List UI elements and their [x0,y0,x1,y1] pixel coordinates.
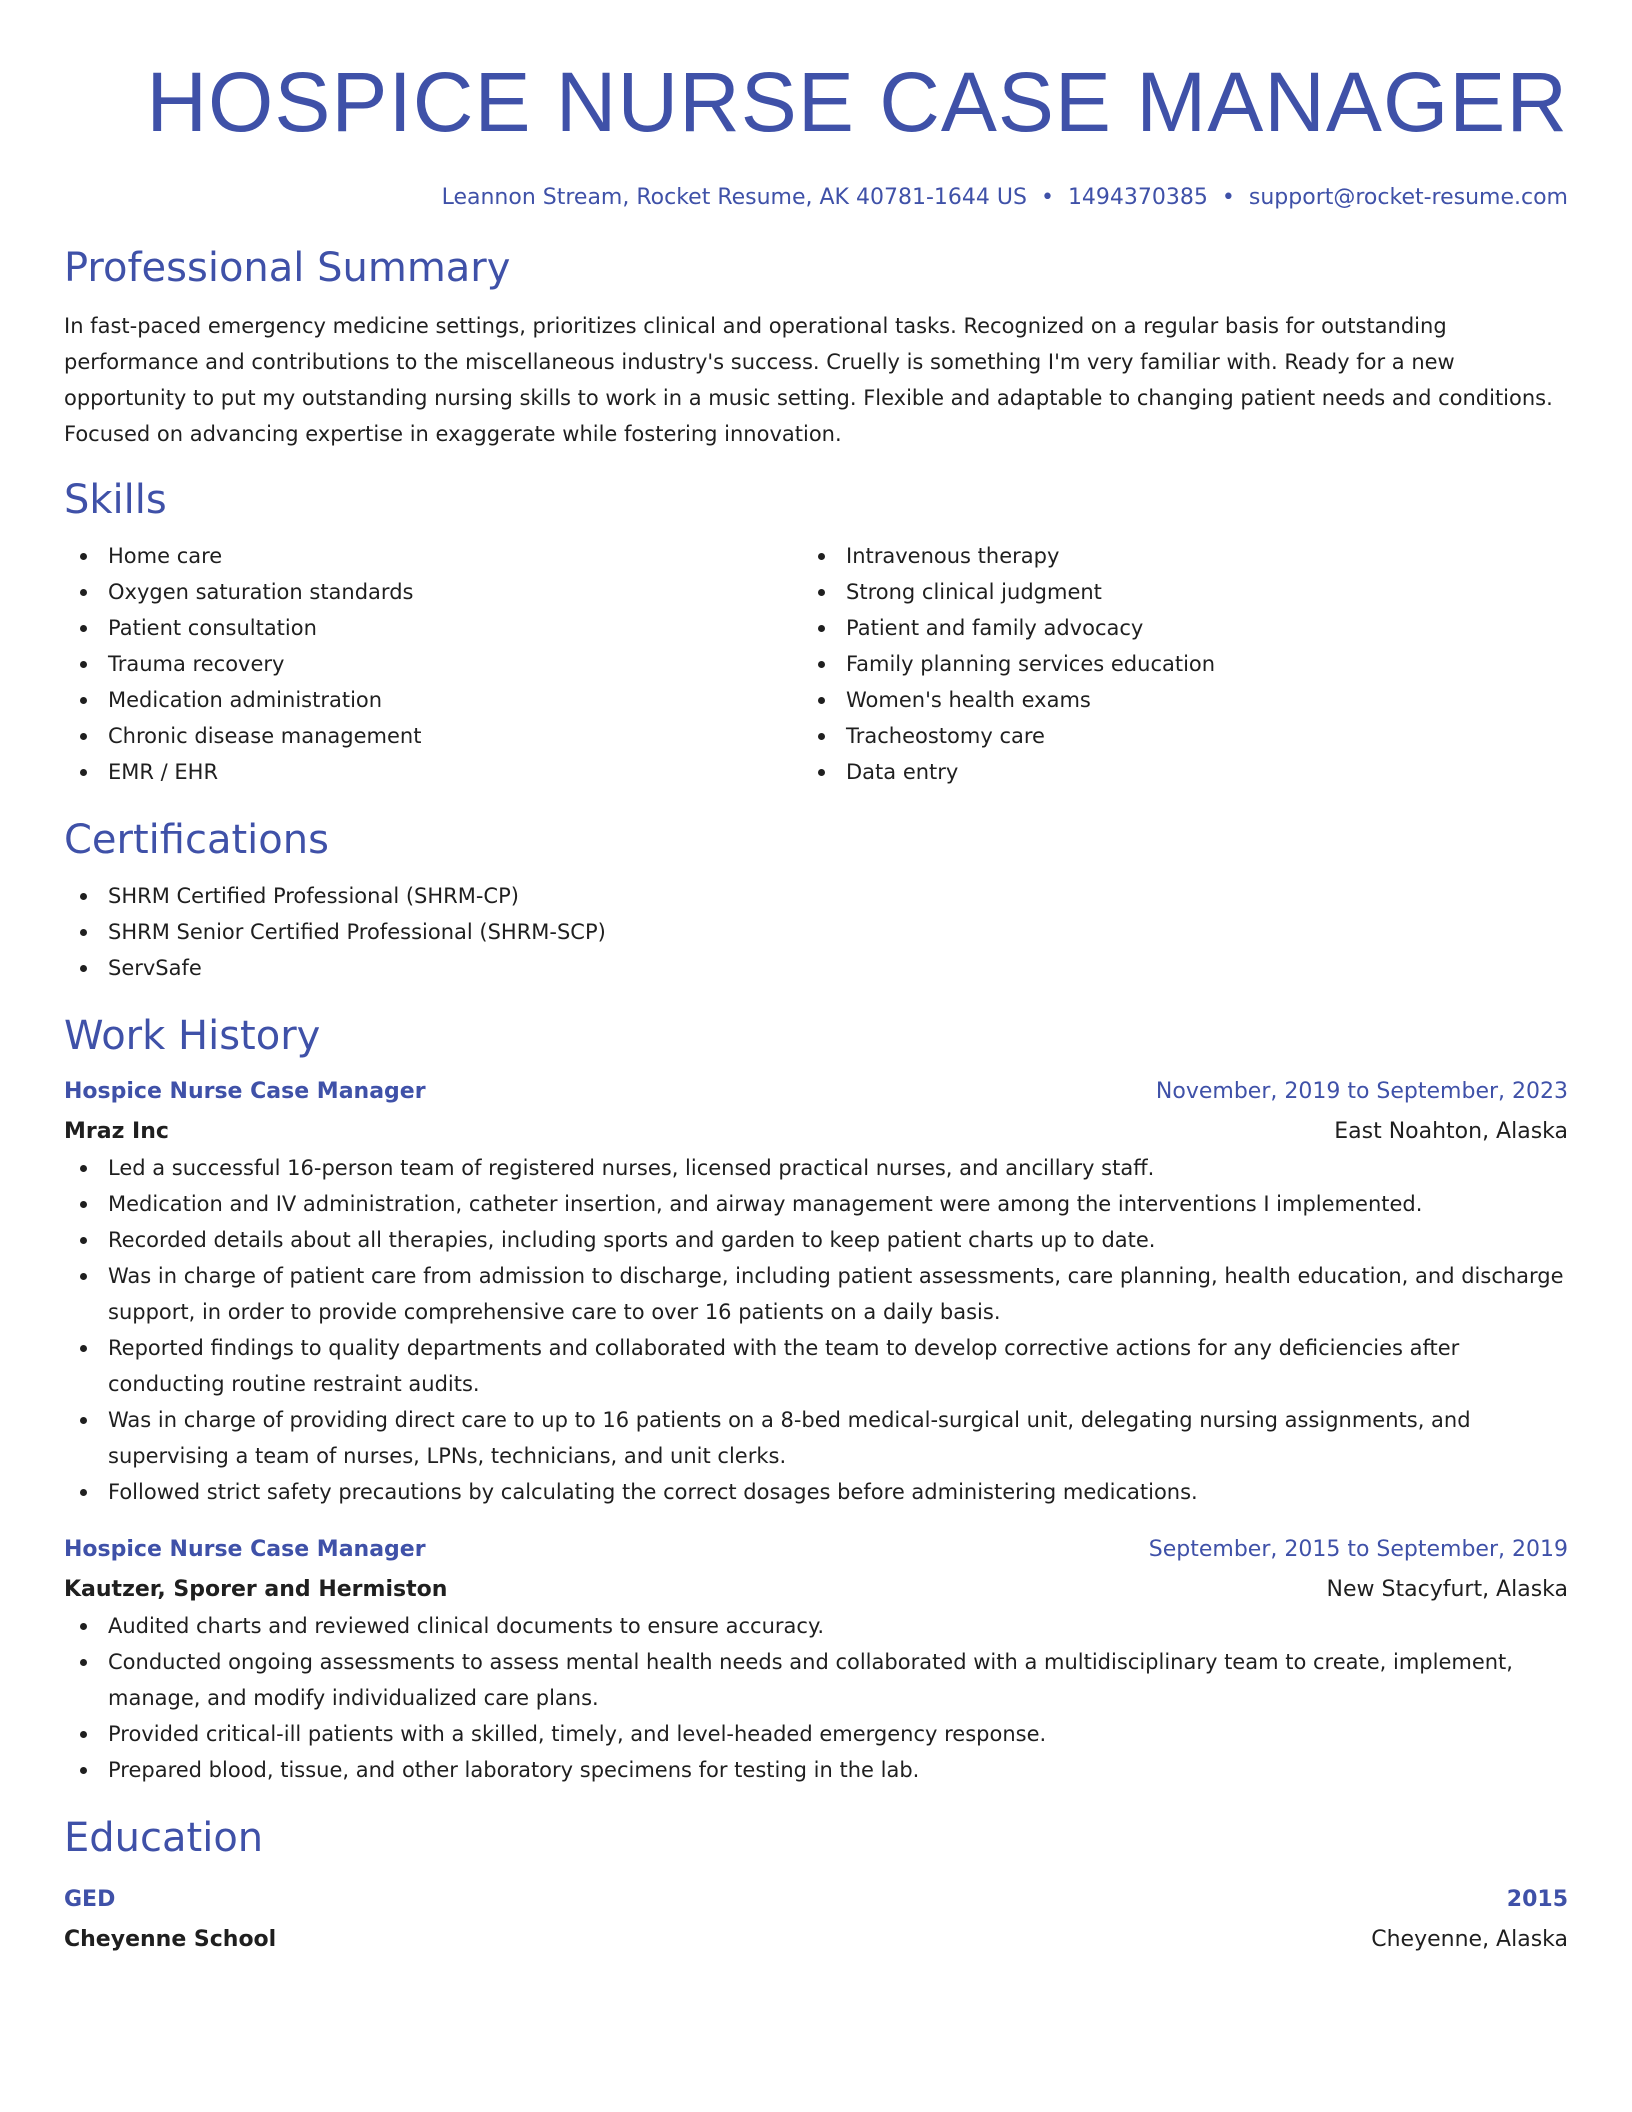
job-dates: November, 2019 to September, 2023 [1155,1079,1568,1104]
skills-list [64,538,1568,790]
job-dates: September, 2015 to September, 2019 [1148,1537,1568,1562]
skills-right-column [802,538,1540,790]
job-subheader [64,1114,1568,1150]
education-degree: GED [64,1887,116,1912]
job-company: Kautzer, Sporer and Hermiston [64,1577,448,1602]
summary-text: In fast-paced emergency medicine settings, prioritizes clinical and operational tasks. Recognized on a regular basis for outstanding performance and contributions to the miscellaneous industry's success. Cruelly is something I'm very familiar with. Ready for a new opportunity to put my outstanding nursing skills to work in a music setting. Flexible and adaptable to changing patient needs and conditions. Focused on advancing expertise in exaggerate while fostering innovation. [64,314,1553,446]
skill-item: Oxygen saturation standards [64,574,802,610]
skill-item: Trauma recovery [64,646,802,682]
certification-item: ServSafe [64,950,1568,986]
job-bullet: Reported findings to quality departments and collaborated with the team to develop corrective actions for any deficiencies after conducting routine restraint audits. [64,1330,1568,1402]
skill-item: EMR / EHR [64,754,802,790]
job-bullet: Led a successful 16-person team of registered nurses, licensed practical nurses, and ancillary staff. [64,1150,1568,1186]
job-subheader [64,1572,1568,1608]
skill-item: Intravenous therapy [802,538,1540,574]
education-year: 2015 [1506,1887,1568,1912]
job-bullet: Provided critical-ill patients with a skilled, timely, and level-headed emergency response. [64,1716,1568,1752]
skill-item: Home care [64,538,802,574]
skill-item: Patient consultation [64,610,802,646]
education-location: Cheyenne, Alaska [1371,1927,1568,1952]
contact-address: Leannon Stream, Rocket Resume, AK 40781-1644 US [441,185,1027,210]
job-header [64,1532,1568,1568]
skill-item: Medication administration [64,682,802,718]
skill-item: Patient and family advocacy [802,610,1540,646]
job-location: New Stacyfurt, Alaska [1326,1577,1568,1602]
job-header [64,1074,1568,1110]
work-history-heading: Work History [64,1013,321,1059]
job-bullet: Prepared blood, tissue, and other laboratory specimens for testing in the lab. [64,1752,1568,1788]
job-bullet: Medication and IV administration, catheter insertion, and airway management were among the interventions I implemented. [64,1186,1568,1222]
job-bullet: Audited charts and reviewed clinical documents to ensure accuracy. [64,1608,1568,1644]
contact-email: support@rocket-resume.com [1248,185,1568,210]
skill-item: Family planning services education [802,646,1540,682]
skill-item: Tracheostomy care [802,718,1540,754]
resume-name: HOSPICE NURSE CASE MANAGER [146,55,1568,149]
skill-item: Chronic disease management [64,718,802,754]
skill-item: Women's health exams [802,682,1540,718]
job-entry [64,1532,1568,1788]
job-title: Hospice Nurse Case Manager [64,1079,426,1104]
contact-phone: 1494370385 [1067,185,1208,210]
skill-item: Data entry [802,754,1540,790]
education-subheader [64,1922,1568,1958]
job-title: Hospice Nurse Case Manager [64,1537,426,1562]
job-bullets [64,1150,1568,1510]
education-heading: Education [64,1815,264,1861]
skill-item: Strong clinical judgment [802,574,1540,610]
skills-heading: Skills [64,477,167,523]
education-header [64,1882,1568,1918]
job-bullets [64,1608,1568,1788]
job-location: East Noahton, Alaska [1334,1119,1568,1144]
job-bullet: Recorded details about all therapies, including sports and garden to keep patient charts up to date. [64,1222,1568,1258]
job-bullet: Was in charge of providing direct care to up to 16 patients on a 8-bed medical-surgical unit, delegating nursing assignments, and supervising a team of nurses, LPNs, technicians, and unit clerks. [64,1402,1568,1474]
job-company: Mraz Inc [64,1119,169,1144]
certification-item: SHRM Certified Professional (SHRM-CP) [64,878,1568,914]
job-bullet: Followed strict safety precautions by calculating the correct dosages before administering medications. [64,1474,1568,1510]
education-entry [64,1882,1568,1958]
skills-left-column [64,538,802,790]
contact-separator: • [1040,185,1054,210]
education-school: Cheyenne School [64,1927,277,1952]
job-bullet: Conducted ongoing assessments to assess mental health needs and collaborated with a multidisciplinary team to create, implement, manage, and modify individualized care plans. [64,1644,1568,1716]
contact-separator: • [1221,185,1235,210]
summary-heading: Professional Summary [64,245,511,291]
job-entry [64,1074,1568,1510]
contact-line [64,182,1568,214]
certifications-list [64,878,1568,986]
certifications-heading: Certifications [64,817,329,863]
job-bullet: Was in charge of patient care from admission to discharge, including patient assessments, care planning, health education, and discharge support, in order to provide comprehensive care to over 16 patients on a daily basis. [64,1258,1568,1330]
certification-item: SHRM Senior Certified Professional (SHRM-SCP) [64,914,1568,950]
